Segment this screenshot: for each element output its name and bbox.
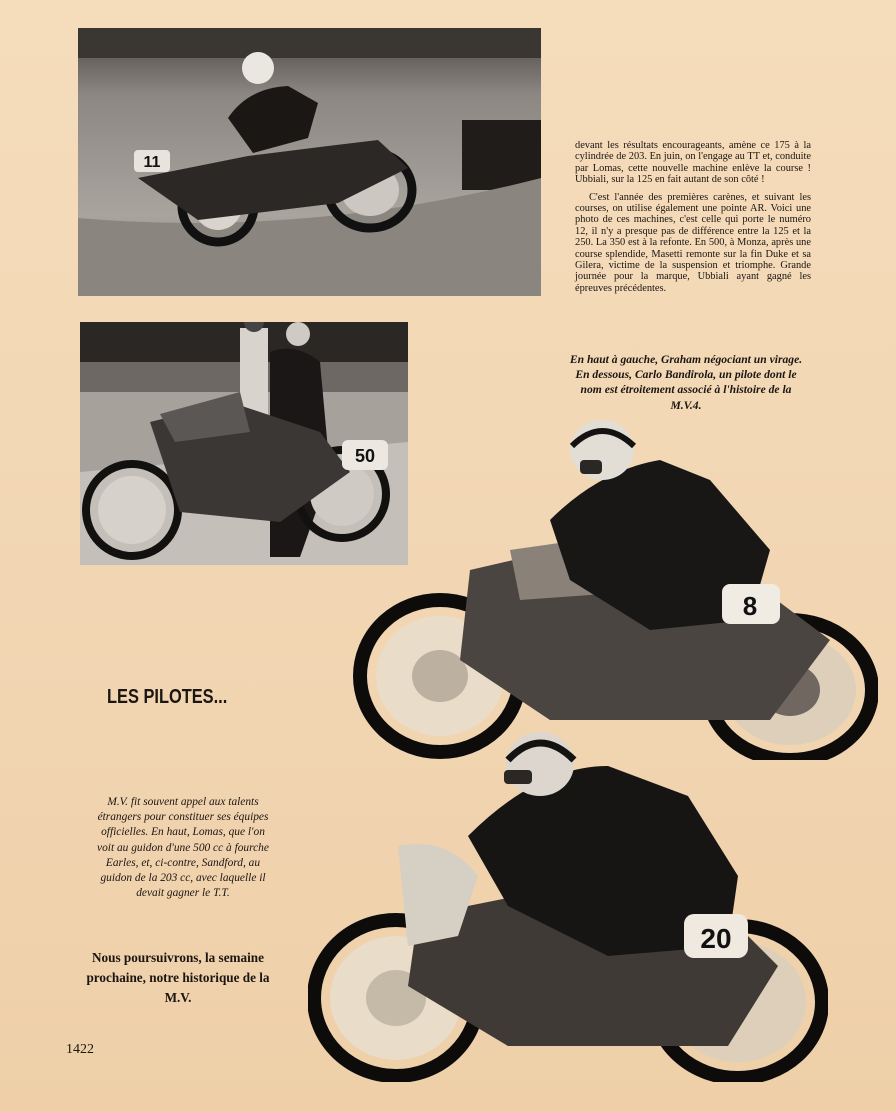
body-paragraph-1: devant les résultats encourageants, amène ce 175 à la cylindrée de 203. En juin, on l'engage au TT et, conduite par Lomas, cette nouvelle machine enlève la course ! Ubbiali, sur la 125 en fait autant de son côté ! — [575, 140, 811, 186]
caption-left: M.V. fit souvent appel aux talents étrangers pour constituer ses équipes officielles. En haut, Lomas, que l'on voit au guidon d'une 500 cc à fourche Earles, et, ci-contre, Sandford, au guidon de la 203 cc, avec laquelle il devait gagner le T.T. — [97, 796, 269, 900]
photo-graham-cornering — [78, 28, 541, 296]
number-plate-11: 11 — [143, 154, 161, 171]
page-number: 1422 — [66, 1042, 94, 1057]
photo-lomas-cutout — [350, 420, 878, 760]
body-paragraph-2: C'est l'année des premières carènes, et suivant les courses, on utilise également une pointe AR. Voici une photo de ces machines, c'est celle qui porte le numéro 12, il n'y a presque pas de différence entre la 125 et la 250. La 350 est à la refonte. En 500, à Monza, après une course splendide, Masetti remonte sur la fin Duke et sa Gilera, victime de la suspension et triomphe. Grande journée pour la marque, Ubbiali ayant gagné les épreuves précédentes. — [575, 191, 811, 294]
number-plate-50: 50 — [354, 446, 376, 466]
number-plate-8: 8 — [742, 591, 758, 621]
closing-note: Nous poursuivrons, la semaine prochaine, notre historique de la M.V. — [86, 950, 270, 1005]
number-plate-20: 20 — [700, 923, 732, 954]
caption-top-photos: En haut à gauche, Graham négociant un virage. En dessous, Carlo Bandirola, un pilote dont le nom est étroitement associé à l'histoire de la M.V.4. — [569, 353, 803, 412]
body-text-column — [575, 140, 811, 300]
photo-sandford-cutout — [308, 726, 828, 1082]
section-heading: LES PILOTES... — [107, 686, 228, 708]
